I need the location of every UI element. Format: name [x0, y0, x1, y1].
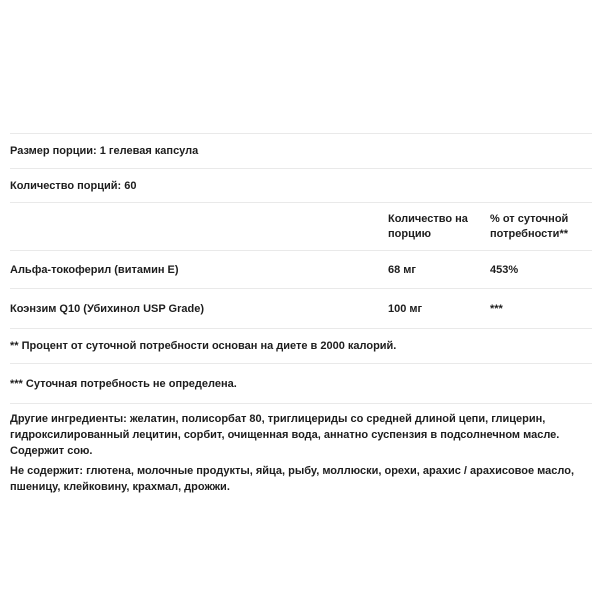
ingredient-daily-value: 453%: [490, 263, 519, 276]
ingredients-paragraphs: [10, 403, 592, 495]
table-header-row: [10, 202, 592, 250]
ingredient-name: Коэнзим Q10 (Убихинол USP Grade): [10, 302, 205, 315]
footnote-not-established-row: [10, 363, 592, 403]
other-ingredients-text: Другие ингредиенты: желатин, полисорбат 80, триглицериды со средней длиной цепи, глицерин, гидроксилированный лецитин, сорбит, очищенная вода, аннатно суспензия в подсолнечном масле. Содержит сою.: [10, 413, 560, 457]
supplement-facts-content: [10, 133, 592, 499]
ingredient-amount: 68 мг: [388, 263, 417, 276]
table-row: [10, 288, 592, 328]
servings-per-container-row: [10, 168, 592, 202]
ingredient-amount: 100 мг: [388, 302, 423, 315]
header-daily-value: % от суточной потребности**: [490, 213, 569, 240]
ingredient-name: Альфа-токоферил (витамин E): [10, 263, 179, 276]
free-of-text: Не содержит: глютена, молочные продукты, яйца, рыбу, моллюски, орехи, арахис / арахисовое масло, пшеницу, клейковину, крахмал, дрожжи.: [10, 465, 575, 493]
footnote-daily-value-text: ** Процент от суточной потребности основан на диете в 2000 калорий.: [10, 340, 397, 352]
header-amount-per-serving: Количество на порцию: [388, 213, 468, 240]
serving-size-text: Размер порции: 1 гелевая капсула: [10, 145, 199, 157]
table-row: [10, 250, 592, 288]
footnote-daily-value-row: [10, 328, 592, 363]
footnote-not-established-text: *** Суточная потребность не определена.: [10, 377, 237, 390]
serving-size-row: [10, 133, 592, 168]
ingredient-daily-value: ***: [490, 302, 503, 315]
servings-per-container-text: Количество порций: 60: [10, 179, 137, 192]
